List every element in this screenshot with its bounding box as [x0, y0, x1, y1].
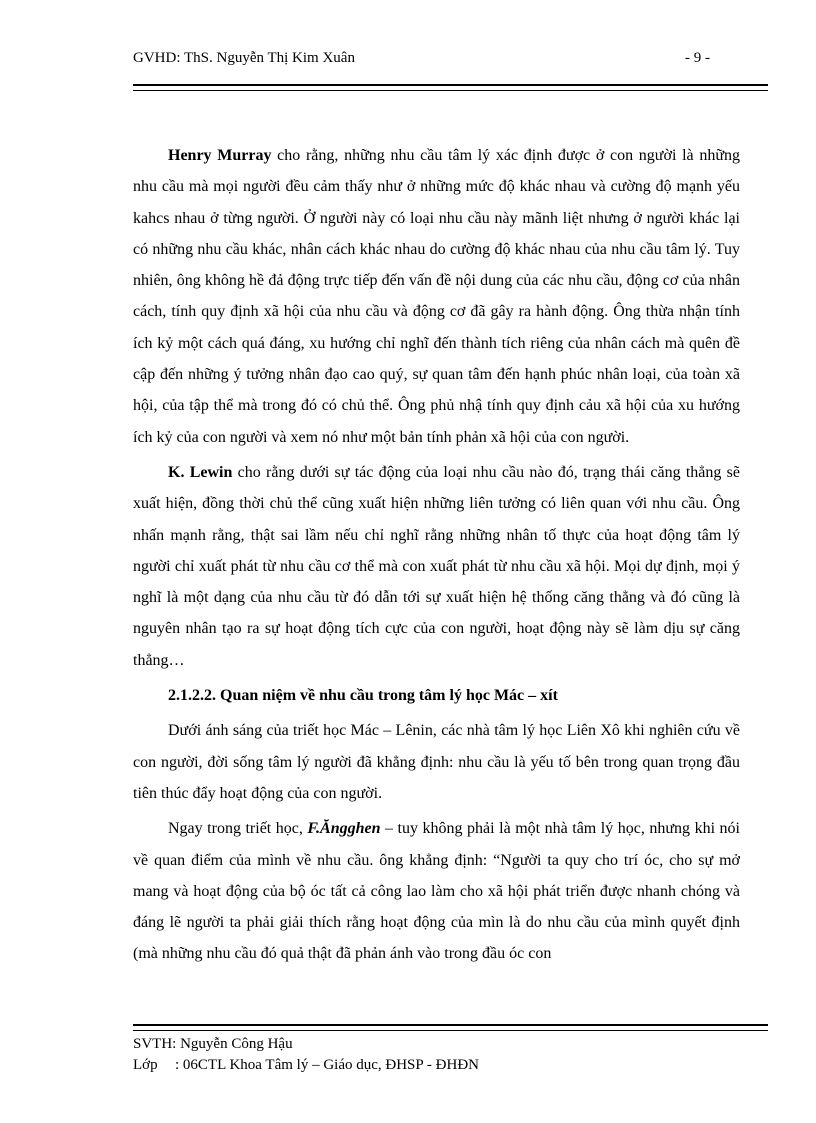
instructor-label: GVHD: ThS. Nguyễn Thị Kim Xuân	[133, 50, 355, 66]
page-header	[133, 50, 710, 67]
paragraph-text: – tuy không phải là một nhà tâm lý học, nhưng khi nói về quan điểm của mình về nhu cầu. ông khẳng định: “Người ta quy cho trí óc, cho sự mở mang và hoạt động của bộ óc tất cả công lao làm cho xã hội phát triển được nhanh chóng và đáng lẽ người ta phải giải thích rằng hoạt động của mìn là do nhu cầu của mình quyết định (mà những nhu cầu đó quả thật đã phản ánh vào trong đầu óc con	[133, 820, 741, 963]
author-name: Henry Murray	[168, 147, 272, 164]
student-line	[133, 1034, 479, 1055]
header-rule	[133, 84, 768, 91]
paragraph-marxist-psychology: Dưới ánh sáng của triết học Mác – Lênin, các nhà tâm lý học Liên Xô khi nghiên cứu về con người, đời sống tâm lý người đã khẳng định: nhu cầu là yếu tố bên trong quan trọng đầu tiên thúc đẩy hoạt động của con người.	[133, 722, 740, 802]
student-label: SVTH: Nguyễn Công Hậu	[133, 1036, 293, 1052]
class-value: : 06CTL Khoa Tâm lý – Giáo dục, ĐHSP - ĐHĐN	[175, 1057, 479, 1073]
footer-rule	[133, 1024, 768, 1031]
class-label: Lớp	[133, 1057, 158, 1073]
author-name: F.Ăngghen	[307, 820, 381, 838]
paragraph-henry-murray	[133, 140, 740, 453]
document-body	[133, 140, 740, 974]
paragraph-engels	[133, 813, 740, 969]
paragraph-text: cho rằng, những nhu cầu tâm lý xác định được ở con người là những nhu cầu mà mọi người đều cảm thấy như ở những mức độ khác nhau và cường độ mạnh yếu kahcs nhau ở từng người. Ở người này có loại nhu cầu này mãnh liệt nhưng ở người khác lại có những nhu cầu khác, nhân cách khác nhau do cường độ khác nhau của nhu cầu tâm lý. Tuy nhiên, ông không hề đả động trực tiếp đến vấn đề nội dung của các nhu cầu, động cơ của nhân cách, tính quy định xã hội của nhu cầu và động cơ đã gây ra hành động. Ông thừa nhận tính ích kỷ một cách quá đáng, xu hướng chỉ nghĩ đến thành tích riêng của nhân cách mà quên đề cập đến những ý tưởng nhân đạo cao quý, sự quan tâm đến hạnh phúc nhân loại, của toàn xã hội, của tập thể mà trong đó có chủ thể. Ông phủ nhậ tính quy định cảu xã hội của xu hướng ích kỷ của con người và xem nó như một bản tính phản xã hội của con người.	[133, 147, 740, 446]
class-line	[133, 1055, 479, 1076]
page-number: - 9 -	[685, 50, 710, 66]
section-heading: 2.1.2.2. Quan niệm về nhu cầu trong tâm lý học Mác – xít	[168, 687, 558, 705]
paragraph-k-lewin	[133, 457, 740, 676]
paragraph-text: cho rằng dưới sự tác động của loại nhu cầu nào đó, trạng thái căng thẳng sẽ xuất hiện, đồng thời chủ thể cũng xuất hiện những liên tưởng có liên quan với nhu cầu. Ông nhấn mạnh rằng, thật sai lầm nếu chỉ nghĩ rằng những nhân tố thực của hoạt động tâm lý người chỉ xuất phát từ nhu cầu cơ thể mà con xuất phát từ nhu cầu xã hội. Mọi dự định, mọi ý nghĩ là một dạng của nhu cầu từ đó dẫn tới sự xuất hiện hệ thống căng thẳng và đó cũng là nguyên nhân tạo ra sự hoạt động tích cực của con người, hoạt động này sẽ làm dịu sự căng thẳng…	[133, 463, 740, 669]
page-footer	[133, 1034, 479, 1076]
author-name: K. Lewin	[168, 463, 233, 481]
paragraph-text: Ngay trong triết học,	[168, 820, 308, 838]
